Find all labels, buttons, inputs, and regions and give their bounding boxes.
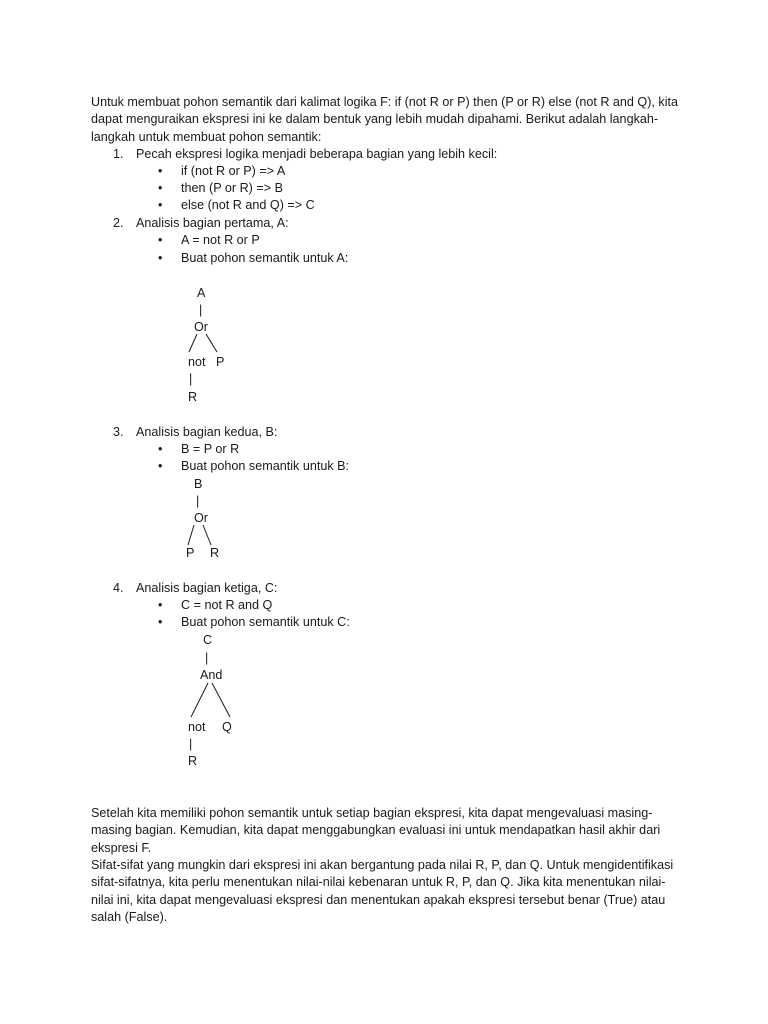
tree-c-operator: And [200,668,223,682]
tree-c-sub-bar: | [189,737,193,751]
bullet-glyph: • [158,198,163,212]
tree-c-left-branch [191,683,208,717]
bullet-glyph: • [158,251,163,265]
properties-line: nilai ini, kita dapat mengevaluasi ekspresi dan menentukan apakah ekspresi tersebut benar (True) atau [91,892,666,907]
tree-b-left-node: P [186,546,195,560]
step-number: 1. [113,147,124,161]
tree-c-right-node: Q [222,720,232,734]
properties-line: salah (False). [91,909,168,924]
bullet-text: Buat pohon semantik untuk A: [181,251,349,265]
step-number: 4. [113,581,124,595]
step-number: 3. [113,425,124,439]
properties-line: Sifat-sifat yang mungkin dari ekspresi ini akan bergantung pada nilai R, P, dan Q. Untuk mengidentifikasi [91,858,674,872]
step-title: Analisis bagian kedua, B: [136,425,278,439]
bullet-glyph: • [158,233,163,247]
properties-paragraph [91,857,681,926]
tree-b-right-node: R [210,546,220,560]
bullet-text: then (P or R) => B [181,181,283,195]
bullet-glyph: • [158,181,163,195]
bullet-glyph: • [158,164,163,178]
step-title: Analisis bagian ketiga, C: [136,581,278,595]
tree-a-left-branch [189,334,197,352]
bullet-text: B = P or R [181,442,240,456]
tree-a-left-node: not [188,355,206,369]
bullet-text: else (not R and Q) => C [181,198,315,212]
tree-c-bar: | [205,651,209,665]
bullet-text: A = not R or P [181,233,260,247]
tree-b-left-branch [188,525,194,545]
intro-paragraph [91,94,681,146]
tree-b-operator: Or [194,511,208,525]
properties-line: sifat-sifatnya, kita perlu menentukan nilai-nilai kebenaran untuk R, P, dan Q. Jika kita menentukan nilai- [91,875,666,890]
tree-b-bar: | [196,494,200,508]
tree-c-root: C [203,633,213,647]
conclusion-paragraph [91,805,681,857]
bullet-text: Buat pohon semantik untuk B: [181,459,350,473]
intro-line: dapat menguraikan ekspresi ini ke dalam bentuk yang lebih mudah dipahami. Berikut adalah langkah- [91,112,659,127]
tree-b-root: B [194,477,203,491]
bullet-text: if (not R or P) => A [181,164,286,178]
bullet-glyph: • [158,615,163,629]
bullet-glyph: • [158,459,163,473]
step-title: Analisis bagian pertama, A: [136,216,289,230]
tree-a-bar: | [199,303,203,317]
tree-c-right-branch [212,683,230,717]
tree-a-right-node: P [216,355,225,369]
tree-c-sub-node: R [188,754,198,768]
conclusion-line: ekspresi F. [91,840,152,855]
tree-a-operator: Or [194,320,208,334]
tree-a-right-branch [206,334,217,352]
conclusion-line: masing bagian. Kemudian, kita dapat menggabungkan evaluasi ini untuk mendapatkan hasil akhir dari [91,823,661,838]
tree-b-right-branch [203,525,211,545]
bullet-text: Buat pohon semantik untuk C: [181,615,350,629]
bullet-glyph: • [158,598,163,612]
bullet-text: C = not R and Q [181,598,273,612]
tree-a-sub-bar: | [189,372,193,386]
step-title: Pecah ekspresi logika menjadi beberapa bagian yang lebih kecil: [136,147,498,161]
conclusion-line: Setelah kita memiliki pohon semantik untuk setiap bagian ekspresi, kita dapat mengevaluasi masing- [91,806,653,820]
tree-c-left-node: not [188,720,206,734]
tree-a-sub-node: R [188,390,198,404]
intro-line: langkah untuk membuat pohon semantik: [91,129,322,144]
tree-a-root: A [197,286,206,300]
step-number: 2. [113,216,124,230]
intro-line: Untuk membuat pohon semantik dari kalimat logika F: if (not R or P) then (P or R) else (not R and Q), kita [91,95,679,109]
bullet-glyph: • [158,442,163,456]
